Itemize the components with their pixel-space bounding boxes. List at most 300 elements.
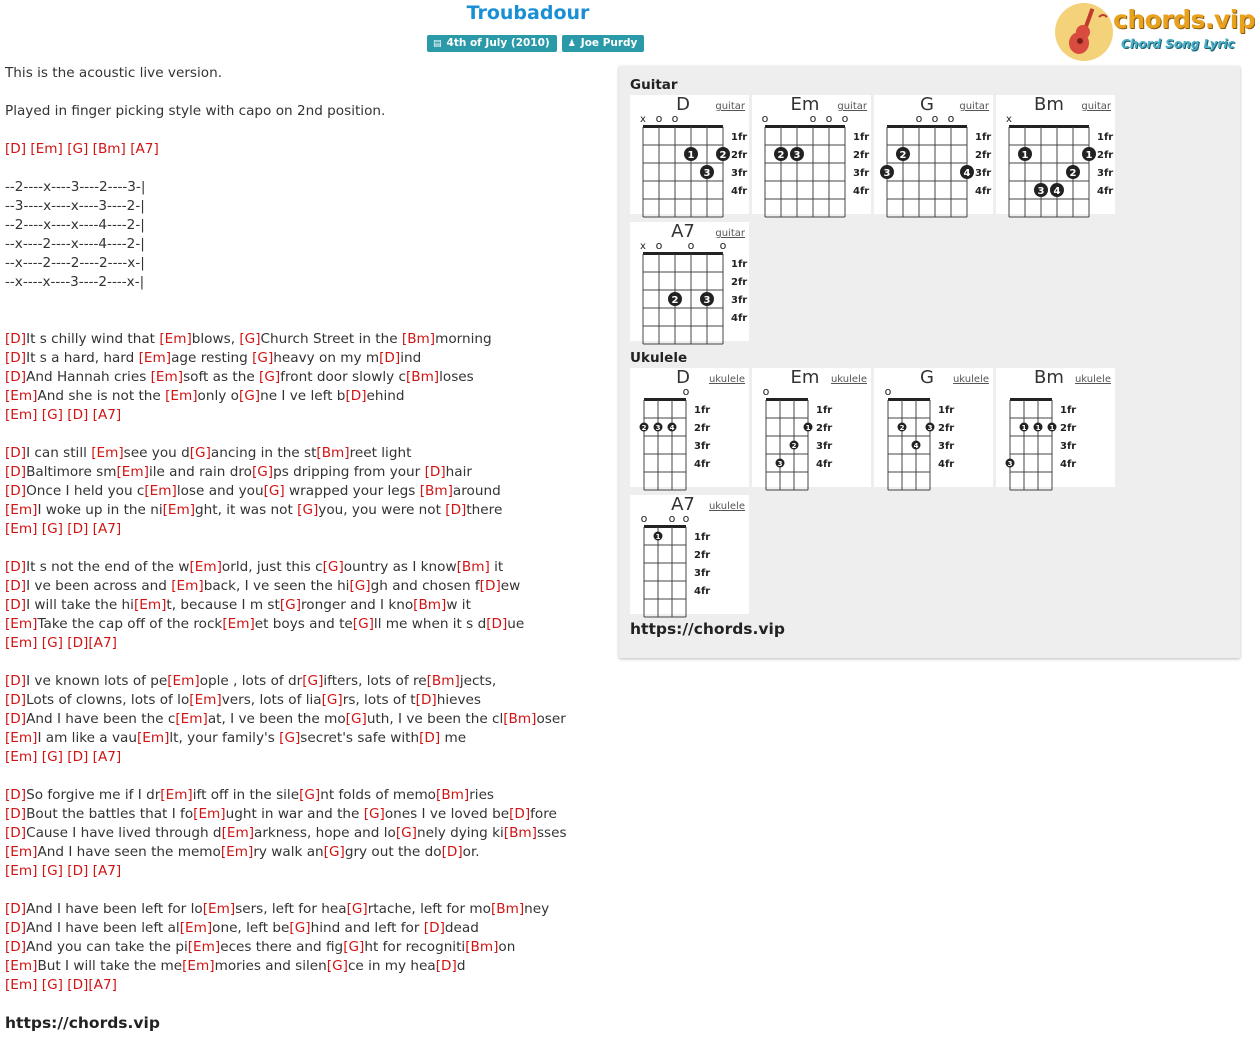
lyric-text: ifters, lots of re [323,673,427,689]
finger-number: 4 [1053,186,1061,197]
muted-string-mark: x [1006,114,1012,125]
lyric-line [5,767,605,786]
instrument-link[interactable]: guitar [837,101,867,112]
finger-number: 2 [777,150,785,161]
chord-link[interactable]: [Em] [202,901,236,917]
lyric-text: reet light [349,445,412,461]
open-string-mark: o [640,512,648,525]
chord-name: A7 [671,494,695,515]
artist-label: Joe Purdy [580,37,638,49]
lyric-text: ght, it was not [195,502,298,518]
chord-link[interactable]: [A7] [88,977,117,993]
finger-number: 2 [899,424,905,432]
ukulele-icon [1055,3,1113,61]
chord-link[interactable]: [Em] [220,844,254,860]
chord-link[interactable]: [G] [41,863,63,879]
lyric-text: And she is not the [37,388,166,404]
instrument-link[interactable]: guitar [715,101,745,112]
chord-link[interactable]: [D] [5,445,27,461]
chord-link[interactable]: [D] [435,958,457,974]
chord-name: D [676,94,690,115]
finger-number: 1 [1049,424,1055,432]
open-string-mark: o [841,112,849,125]
lyric-text: I am like a vau [37,730,137,746]
chord-link[interactable]: [G] [41,977,63,993]
chord-link[interactable]: [Em] [175,711,208,727]
nut [644,398,686,401]
guitar-heading: Guitar [630,77,678,93]
chord-link[interactable]: [D] [67,635,89,651]
lyric-text: rtache, left for mo [367,901,491,917]
chord-link[interactable]: [G] [41,407,63,423]
lyric-line [5,273,605,292]
chord-link[interactable]: [G] [352,616,374,632]
chord-link[interactable]: [Em] [182,958,215,974]
chord-link[interactable]: [G] [279,730,301,746]
fret-number-label: 3fr [975,168,992,179]
chord-link[interactable]: [D] [509,806,531,822]
lyric-line [5,463,605,482]
chord-link[interactable]: [D] [5,559,27,575]
chord-link[interactable]: [Em] [5,958,38,974]
album-badge[interactable] [427,35,557,52]
nut [887,125,967,128]
lyric-text: ople , lots of dr [199,673,303,689]
chord-link[interactable]: [Em] [136,730,170,746]
chord-link[interactable]: [Bm] [436,787,470,803]
chord-link[interactable]: [A7] [92,521,122,537]
chord-link[interactable]: [G] [41,521,63,537]
chord-link[interactable]: [G] [302,673,324,689]
open-string-mark: o [825,112,833,125]
lyric-text: ronger and I kno [301,597,414,613]
lyric-text: It s not the end of the w [26,559,190,575]
chord-link[interactable]: [G] [289,920,311,936]
chord-link[interactable]: [Bm] [92,141,126,157]
lyric-text: me [440,730,467,746]
chord-link[interactable]: [Em] [167,673,200,689]
album-icon: ▤ [433,39,442,49]
lyric-text: --x----2----2----2----x-| [5,255,145,271]
chord-link[interactable]: [D] [5,464,27,480]
chord-link[interactable]: [G] [321,692,343,708]
instrument-link[interactable]: guitar [959,101,989,112]
lyric-text: nt folds of memo [320,787,437,803]
chord-link[interactable]: [G] [279,597,302,613]
chord-link[interactable]: [G] [323,844,345,860]
open-string-mark: o [682,385,690,398]
fret-number-label: 4fr [694,459,711,470]
chord-link[interactable]: [D] [415,692,437,708]
finger-number: 2 [1069,168,1077,179]
chord-link[interactable]: [G] [41,635,63,651]
fret-number-label: 2fr [938,423,955,434]
lyric-text: nely dying ki [416,825,504,841]
fret-number-label: 4fr [731,313,748,324]
lyric-text: wrapped your legs [284,483,420,499]
chord-link[interactable]: [Em] [5,749,38,765]
chord-link[interactable]: [D] [67,863,89,879]
chord-link[interactable]: [D] [67,407,89,423]
nut [1010,398,1052,401]
chord-link[interactable]: [Em] [116,464,149,480]
finger-number: 3 [777,460,783,468]
nut [644,525,686,528]
song-sheet [5,64,605,1033]
chord-link[interactable]: [D] [5,711,27,727]
instrument-link[interactable]: guitar [715,228,745,239]
chord-link[interactable]: [G] [239,331,261,347]
lyric-text: you, you were not [318,502,446,518]
lyric-text: arkness, hope and lo [254,825,396,841]
chord-link[interactable]: [Em] [5,502,38,518]
chord-link[interactable]: [Bm] [401,331,436,347]
fret-number-label: 3fr [694,568,711,579]
chord-link[interactable]: [G] [41,749,63,765]
fret-number-label: 1fr [816,405,833,416]
chord-link[interactable]: [Em] [189,692,222,708]
chord-link[interactable]: [Em] [5,388,38,404]
instrument-link[interactable]: guitar [1081,101,1111,112]
lyric-text: Take the cap off of the rock [37,616,223,632]
chord-link[interactable]: [G] [346,901,368,917]
nut [765,125,845,128]
instrument-link[interactable]: ukulele [952,374,989,385]
lyric-line [5,615,605,634]
lyric-line [5,197,605,216]
chord-link[interactable]: [D] [379,350,401,366]
chord-link[interactable]: [D] [5,939,27,955]
chord-link[interactable]: [Em] [5,977,38,993]
chord-link[interactable]: [Em] [91,445,124,461]
lyric-text: hind and left for [310,920,424,936]
chord-link[interactable]: [Em] [5,521,38,537]
instrument-link[interactable]: ukulele [830,374,867,385]
lyric-text: Bout the battles that I fo [26,806,194,822]
chord-link[interactable]: [D] [5,673,27,689]
chord-link[interactable]: [D] [5,692,27,708]
chord-link[interactable]: [D] [445,502,467,518]
fret-number-label: 4fr [1097,186,1114,197]
chord-link[interactable]: [D] [423,920,445,936]
chord-link[interactable]: [D] [67,977,89,993]
lyric-line [5,159,605,178]
chord-link[interactable]: [A7] [130,141,159,157]
fret-number-label: 3fr [1097,168,1114,179]
lyric-text: I can still [26,445,92,461]
lyric-line [5,957,605,976]
chord-card-ukulele-g [874,368,993,487]
fret-number-label: 1fr [731,259,748,270]
chord-link[interactable]: [Em] [30,141,63,157]
chord-link[interactable]: [D] [5,806,27,822]
lyric-line [5,254,605,273]
lyric-text: ries [469,787,495,803]
lyric-text: there [466,502,503,518]
lyric-text: front door slowly c [280,369,406,385]
chord-link[interactable]: [G] [189,445,211,461]
chord-card-ukulele-d [630,368,749,487]
chord-link[interactable]: [G] [395,825,417,841]
open-string-mark: o [947,112,955,125]
chord-name: G [920,94,934,115]
fret-number-label: 4fr [731,186,748,197]
chord-link[interactable]: [D] [5,920,27,936]
chord-link[interactable]: [Em] [222,616,255,632]
fret-number-label: 2fr [816,423,833,434]
lyric-text: It s a hard, hard [26,350,139,366]
lyric-text: lose and you [176,483,264,499]
chord-link[interactable]: [Bm] [316,445,350,461]
nut [766,398,808,401]
chord-link[interactable]: [Bm] [456,559,490,575]
lyric-text: at, I ve been the mo [207,711,346,727]
lyric-text: Once I held you c [26,483,145,499]
chord-link[interactable]: [Em] [189,559,222,575]
fret-number-label: 4fr [853,186,870,197]
open-string-mark: o [655,112,663,125]
lyric-line [5,330,605,349]
finger-number: 2 [671,295,679,306]
lyric-text: I will take the hi [26,597,134,613]
lyric-text: jects, [459,673,497,689]
lyric-text: back, I ve seen the hi [203,578,350,594]
lyric-text: mories and silen [214,958,327,974]
chord-link[interactable]: [D] [5,331,27,347]
fret-number-label: 2fr [694,423,711,434]
chord-link[interactable]: [Em] [138,350,172,366]
chord-link[interactable]: [D] [5,901,27,917]
chord-link[interactable]: [G] [67,141,89,157]
lyric-text: uth, I ve been the cl [366,711,504,727]
lyric-text: hieves [436,692,481,708]
chord-link[interactable]: [Em] [160,787,193,803]
chord-link[interactable]: [Em] [5,730,38,746]
chord-link[interactable]: [G] [363,806,385,822]
chord-link[interactable]: [D] [419,730,441,746]
chord-card-ukulele-em [752,368,871,487]
chord-link[interactable]: [Em] [5,863,38,879]
instrument-link[interactable]: ukulele [708,374,745,385]
lyric-text: ue [507,616,525,632]
chord-link[interactable]: [G] [251,464,274,480]
chord-link[interactable]: [Em] [5,635,38,651]
chord-link[interactable]: [G] [297,502,319,518]
chord-link[interactable]: [G] [299,787,321,803]
chord-link[interactable]: [D] [5,483,27,499]
chord-link[interactable]: [D] [67,521,89,537]
chord-link[interactable]: [Em] [5,844,38,860]
chord-link[interactable]: [Em] [221,825,255,841]
chord-link[interactable]: [G] [238,388,261,404]
chord-link[interactable]: [G] [343,939,365,955]
chord-link[interactable]: [D] [441,844,463,860]
lyric-text: Played in finger picking style with capo on 2nd position. [5,103,386,119]
site-logo[interactable] [1055,3,1255,61]
chord-link[interactable]: [Bm] [413,597,447,613]
chord-link[interactable]: [Em] [5,616,38,632]
lyric-line [5,425,605,444]
chord-card-ukulele-bm [996,368,1115,487]
chord-link[interactable]: [Em] [179,920,213,936]
lyric-text: --2----x----x----4----2-| [5,217,145,233]
chord-card-guitar-d [630,95,749,214]
lyric-text: And you can take the pi [26,939,188,955]
lyric-text: morning [435,331,492,347]
chord-name: D [676,367,690,388]
open-string-mark: o [761,112,769,125]
chord-link[interactable]: [Em] [171,578,204,594]
chord-link[interactable]: [G] [322,559,344,575]
chord-link[interactable]: [Bm] [405,369,440,385]
chord-link[interactable]: [Em] [159,331,192,347]
finger-number: 2 [641,424,647,432]
chord-link[interactable]: [G] [259,369,281,385]
chord-link[interactable]: [G] [345,711,367,727]
fret-number-label: 2fr [853,150,870,161]
chord-link[interactable]: [Bm] [419,483,453,499]
chord-link[interactable]: [Em] [187,939,221,955]
chord-link[interactable]: [Em] [133,597,167,613]
fret-number-label: 3fr [938,441,955,452]
open-string-mark: o [719,239,727,252]
lyric-text: This is the acoustic live version. [5,65,223,81]
chord-link[interactable]: [G] [326,958,348,974]
lyric-line [5,235,605,254]
chord-link[interactable]: [D] [5,825,27,841]
chord-name: Bm [1034,367,1064,388]
footer-url-link[interactable]: https://chords.vip [5,1014,160,1032]
chord-link[interactable]: [A7] [92,863,122,879]
chord-link[interactable]: [A7] [92,749,122,765]
lyric-text: ancing in the st [210,445,317,461]
fret-number-label: 1fr [694,405,711,416]
lyric-line [5,786,605,805]
lyric-text: Church Street in the [260,331,402,347]
ukulele-heading: Ukulele [630,350,688,366]
lyric-text: gh and chosen f [370,578,480,594]
chord-card-guitar-g [874,95,993,214]
chord-link[interactable]: [D] [345,388,367,404]
lyric-text: So forgive me if I dr [26,787,161,803]
chord-link[interactable]: [D] [5,369,27,385]
fret-number-label: 1fr [938,405,955,416]
lyric-line [5,121,605,140]
finger-number: 3 [1037,186,1045,197]
lyric-text: I ve been across and [26,578,172,594]
lyric-text: --2----x----3----2----3-| [5,179,146,195]
lyric-text: I woke up in the ni [37,502,163,518]
lyric-text: eces there and fig [220,939,344,955]
user-icon: ♟ [567,39,576,49]
fret-number-label: 4fr [694,586,711,597]
chord-link[interactable]: [D] [5,141,27,157]
chord-link[interactable]: [D] [5,578,27,594]
chord-link[interactable]: [D] [5,350,27,366]
lyric-text: And I have been the c [26,711,176,727]
fret-number-label: 3fr [731,168,748,179]
lyric-line [5,387,605,406]
lyric-text: But I will take the me [37,958,183,974]
lyric-line [5,178,605,197]
lyric-text: age resting [171,350,253,366]
open-string-mark: o [668,512,676,525]
lyric-text: ne I ve left b [260,388,346,404]
finger-number: 4 [913,442,919,450]
chord-link[interactable]: [G] [349,578,371,594]
chord-link[interactable]: [Em] [5,407,38,423]
chord-link[interactable]: [Em] [150,369,184,385]
lyric-line [5,596,605,615]
chord-link[interactable]: [A7] [88,635,117,651]
chord-link[interactable]: [Bm] [503,825,537,841]
fret-number-label: 2fr [731,150,748,161]
artist-badge[interactable] [562,35,645,52]
chord-link[interactable]: [G] [263,483,285,499]
chord-link[interactable]: [Em] [165,388,198,404]
song-title: Troubadour [466,2,590,24]
lyric-text: on [498,939,516,955]
lyric-text: d [456,958,466,974]
lyric-text: dead [444,920,479,936]
lyric-line [5,843,605,862]
lyric-text: soft as the [183,369,260,385]
fret-number-label: 4fr [938,459,955,470]
instrument-link[interactable]: ukulele [708,501,745,512]
open-string-mark: o [884,385,892,398]
panel-url-link[interactable]: https://chords.vip [630,620,785,638]
chord-link[interactable]: [D] [5,597,27,613]
chord-link[interactable]: [Bm] [426,673,460,689]
lyric-text: --x----x----3----2----x-| [5,274,145,290]
lyric-line [5,577,605,596]
chord-link[interactable]: [D] [5,787,27,803]
lyric-text: it [489,559,504,575]
lyric-text: ind [400,350,422,366]
fret-number-label: 4fr [975,186,992,197]
chord-link[interactable]: [Em] [193,806,226,822]
chord-link[interactable]: [Bm] [503,711,537,727]
finger-number: 3 [927,424,933,432]
fret-number-label: 3fr [853,168,870,179]
instrument-link[interactable]: ukulele [1074,374,1111,385]
lyric-text: And I have seen the memo [37,844,221,860]
lyric-text: And I have been left for lo [26,901,203,917]
chord-link[interactable]: [D] [479,578,501,594]
chord-link[interactable]: [Bm] [490,901,525,917]
chord-diagram-panel [619,66,1240,658]
chord-link[interactable]: [A7] [92,407,122,423]
chord-link[interactable]: [G] [252,350,274,366]
chord-link[interactable]: [Em] [162,502,196,518]
lyric-text: see you d [123,445,190,461]
chord-link[interactable]: [D] [486,616,508,632]
lyric-line [5,292,605,311]
chord-link[interactable]: [Bm] [465,939,499,955]
fret-number-label: 1fr [731,132,748,143]
lyric-text: --3----x----x----3----2-| [5,198,145,214]
lyric-text: loses [439,369,474,385]
finger-number: 3 [883,168,891,179]
lyric-text: ll me when it s d [373,616,487,632]
finger-number: 1 [1021,424,1027,432]
lyric-text: And Hannah cries [26,369,151,385]
lyric-text: It s chilly wind that [26,331,160,347]
chord-link[interactable]: [Em] [144,483,177,499]
chord-link[interactable]: [D] [67,749,89,765]
lyric-text: vers, lots of lia [221,692,322,708]
chord-link[interactable]: [D] [424,464,446,480]
